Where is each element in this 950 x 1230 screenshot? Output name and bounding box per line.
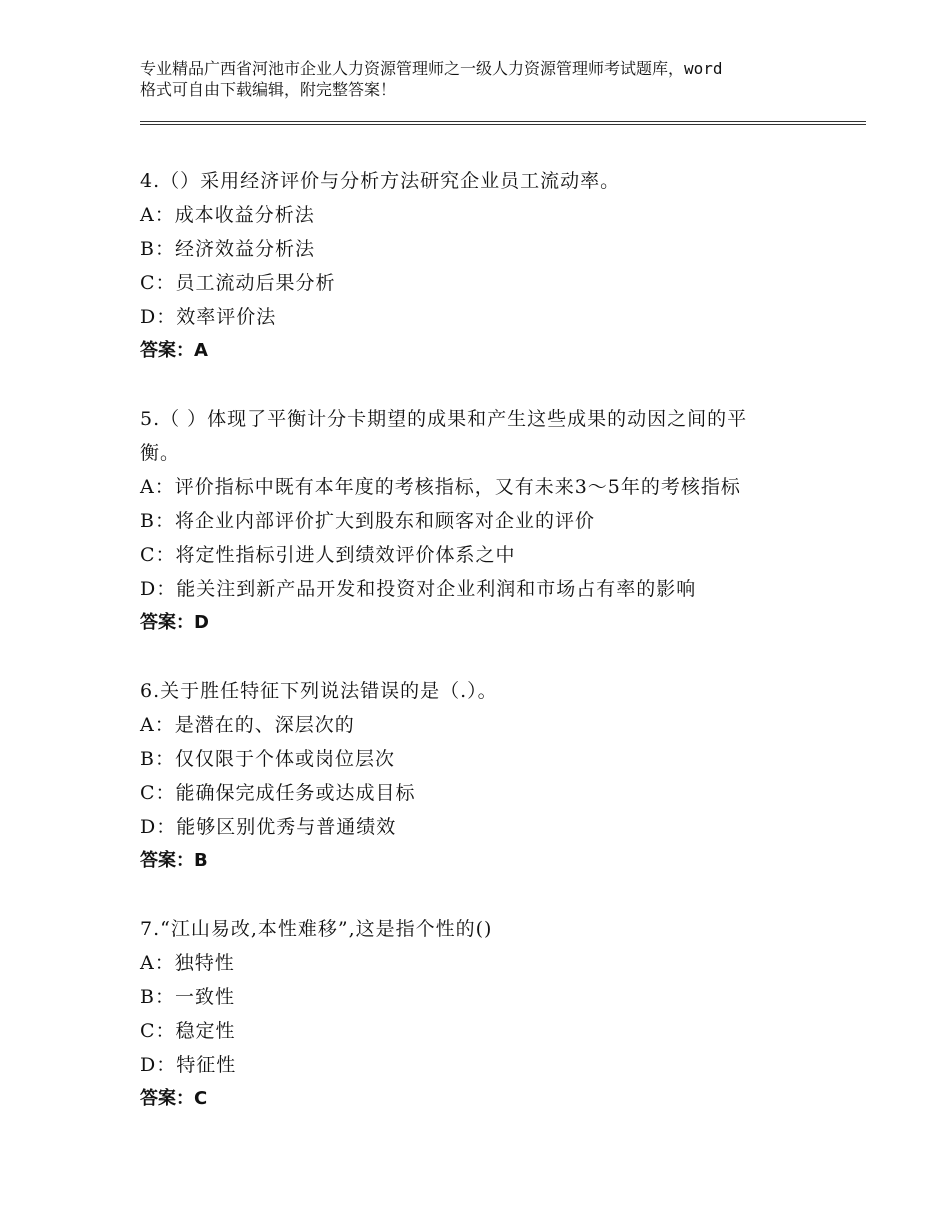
answer: 答案：C [140, 1088, 208, 1109]
option-c: C：能确保完成任务或达成目标 [140, 782, 416, 804]
option-b: B：将企业内部评价扩大到股东和顾客对企业的评价 [140, 510, 595, 532]
header-line-2: 格式可自由下载编辑，附完整答案！ [140, 80, 397, 99]
option-a: A：成本收益分析法 [140, 204, 315, 226]
header-rule-top [140, 121, 866, 122]
option-d: D：效率评价法 [140, 306, 277, 328]
question-stem: 7.“江山易改,本性难移”,这是指个性的() [140, 918, 493, 940]
question-stem: 6.关于胜任特征下列说法错误的是（.）。 [140, 680, 498, 702]
option-c: C：将定性指标引进人到绩效评价体系之中 [140, 544, 516, 566]
question-5 [140, 402, 820, 640]
option-b: B：一致性 [140, 986, 235, 1008]
question-stem: 4.（）采用经济评价与分析方法研究企业员工流动率。 [140, 170, 621, 192]
document-header [140, 58, 830, 100]
option-d: D：能关注到新产品开发和投资对企业利润和市场占有率的影响 [140, 578, 697, 600]
question-stem-continued: 衡。 [140, 442, 181, 464]
header-line-1: 专业精品广西省河池市企业人力资源管理师之一级人力资源管理师考试题库，word [140, 59, 723, 78]
option-b: B：经济效益分析法 [140, 238, 315, 260]
question-4 [140, 164, 820, 368]
option-c: C：稳定性 [140, 1020, 236, 1042]
question-list [140, 164, 820, 1150]
option-d: D：能够区别优秀与普通绩效 [140, 816, 397, 838]
option-c: C：员工流动后果分析 [140, 272, 336, 294]
option-d: D：特征性 [140, 1054, 237, 1076]
question-7 [140, 912, 820, 1116]
option-a: A：独特性 [140, 952, 235, 974]
answer: 答案：D [140, 612, 209, 633]
option-a: A：是潜在的、深层次的 [140, 714, 355, 736]
answer: 答案：B [140, 850, 208, 871]
answer: 答案：A [140, 340, 208, 361]
question-6 [140, 674, 820, 878]
header-rule-bottom [140, 124, 866, 125]
question-stem: 5.（ ）体现了平衡计分卡期望的成果和产生这些成果的动因之间的平 [140, 408, 748, 430]
option-b: B：仅仅限于个体或岗位层次 [140, 748, 395, 770]
option-a: A：评价指标中既有本年度的考核指标，又有未来3～5年的考核指标 [140, 476, 741, 498]
